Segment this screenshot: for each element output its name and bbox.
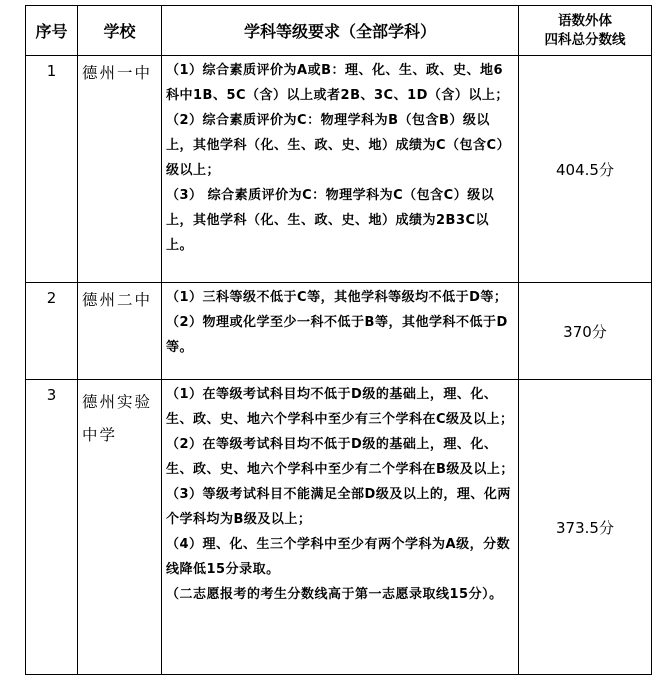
header-index: 序号 [26, 6, 78, 56]
requirement-paragraph: （2）综合素质评价为C：物理学科为B（包含B）级以上，其他学科（化、生、政、史、地）成绩为C（包含C）级以上； [166, 113, 511, 178]
row-requirement [162, 283, 519, 380]
requirement-paragraph: （二志愿报考的考生分数线高于第一志愿录取线15分）。 [166, 587, 503, 602]
row-school: 德州实验中学 [78, 380, 162, 675]
requirement-paragraph: （2）在等级考试科目均不低于D级的基础上，理、化、生、政、史、地六个学科中至少有二个学科在B级及以上； [166, 437, 514, 477]
row-index: 2 [26, 283, 78, 380]
header-school: 学校 [78, 6, 162, 56]
requirement-paragraph: （1）在等级考试科目均不低于D级的基础上，理、化、生、政、史、地六个学科中至少有三个学科在C级及以上； [166, 387, 514, 427]
table-row [26, 380, 652, 675]
requirement-paragraph: （3） 综合素质评价为C：物理学科为C（包含C）级以上，其他学科（化、生、政、史、地）成绩为2B3C以上。 [166, 188, 495, 253]
row-score: 370分 [519, 283, 652, 380]
requirement-paragraph: （3）等级考试科目不能满足全部D级及以上的，理、化两个学科均为B级及以上； [166, 487, 511, 527]
requirement-paragraph: （1）三科等级不低于C等，其他学科等级均不低于D等； [166, 290, 508, 305]
header-score-line1: 语数外体 [558, 12, 612, 29]
school-name: 德州一中 [82, 64, 153, 82]
header-score [519, 6, 652, 56]
row-index: 3 [26, 380, 78, 675]
table-row [26, 56, 652, 283]
requirement-paragraph: （2）物理或化学至少一科不低于B等，其他学科不低于D等。 [166, 315, 508, 355]
row-requirement [162, 380, 519, 675]
header-requirement: 学科等级要求（全部学科） [162, 6, 519, 56]
header-row [26, 6, 652, 56]
row-requirement [162, 56, 519, 283]
row-school [78, 56, 162, 283]
requirement-paragraph: （4）理、化、生三个学科中至少有两个学科为A级，分数线降低15分录取。 [166, 537, 511, 577]
row-score: 404.5分 [519, 56, 652, 283]
row-score: 373.5分 [519, 380, 652, 675]
requirement-paragraph: （1）综合素质评价为A或B：理、化、生、政、史、地6科中1B、5C（含）以上或者2B、3C、1D（含）以上； [166, 63, 509, 103]
table-row [26, 283, 652, 380]
admission-table [25, 5, 652, 675]
row-school [78, 283, 162, 380]
row-index: 1 [26, 56, 78, 283]
school-name: 德州二中 [82, 291, 153, 309]
header-score-line2: 四科总分数线 [544, 31, 626, 48]
